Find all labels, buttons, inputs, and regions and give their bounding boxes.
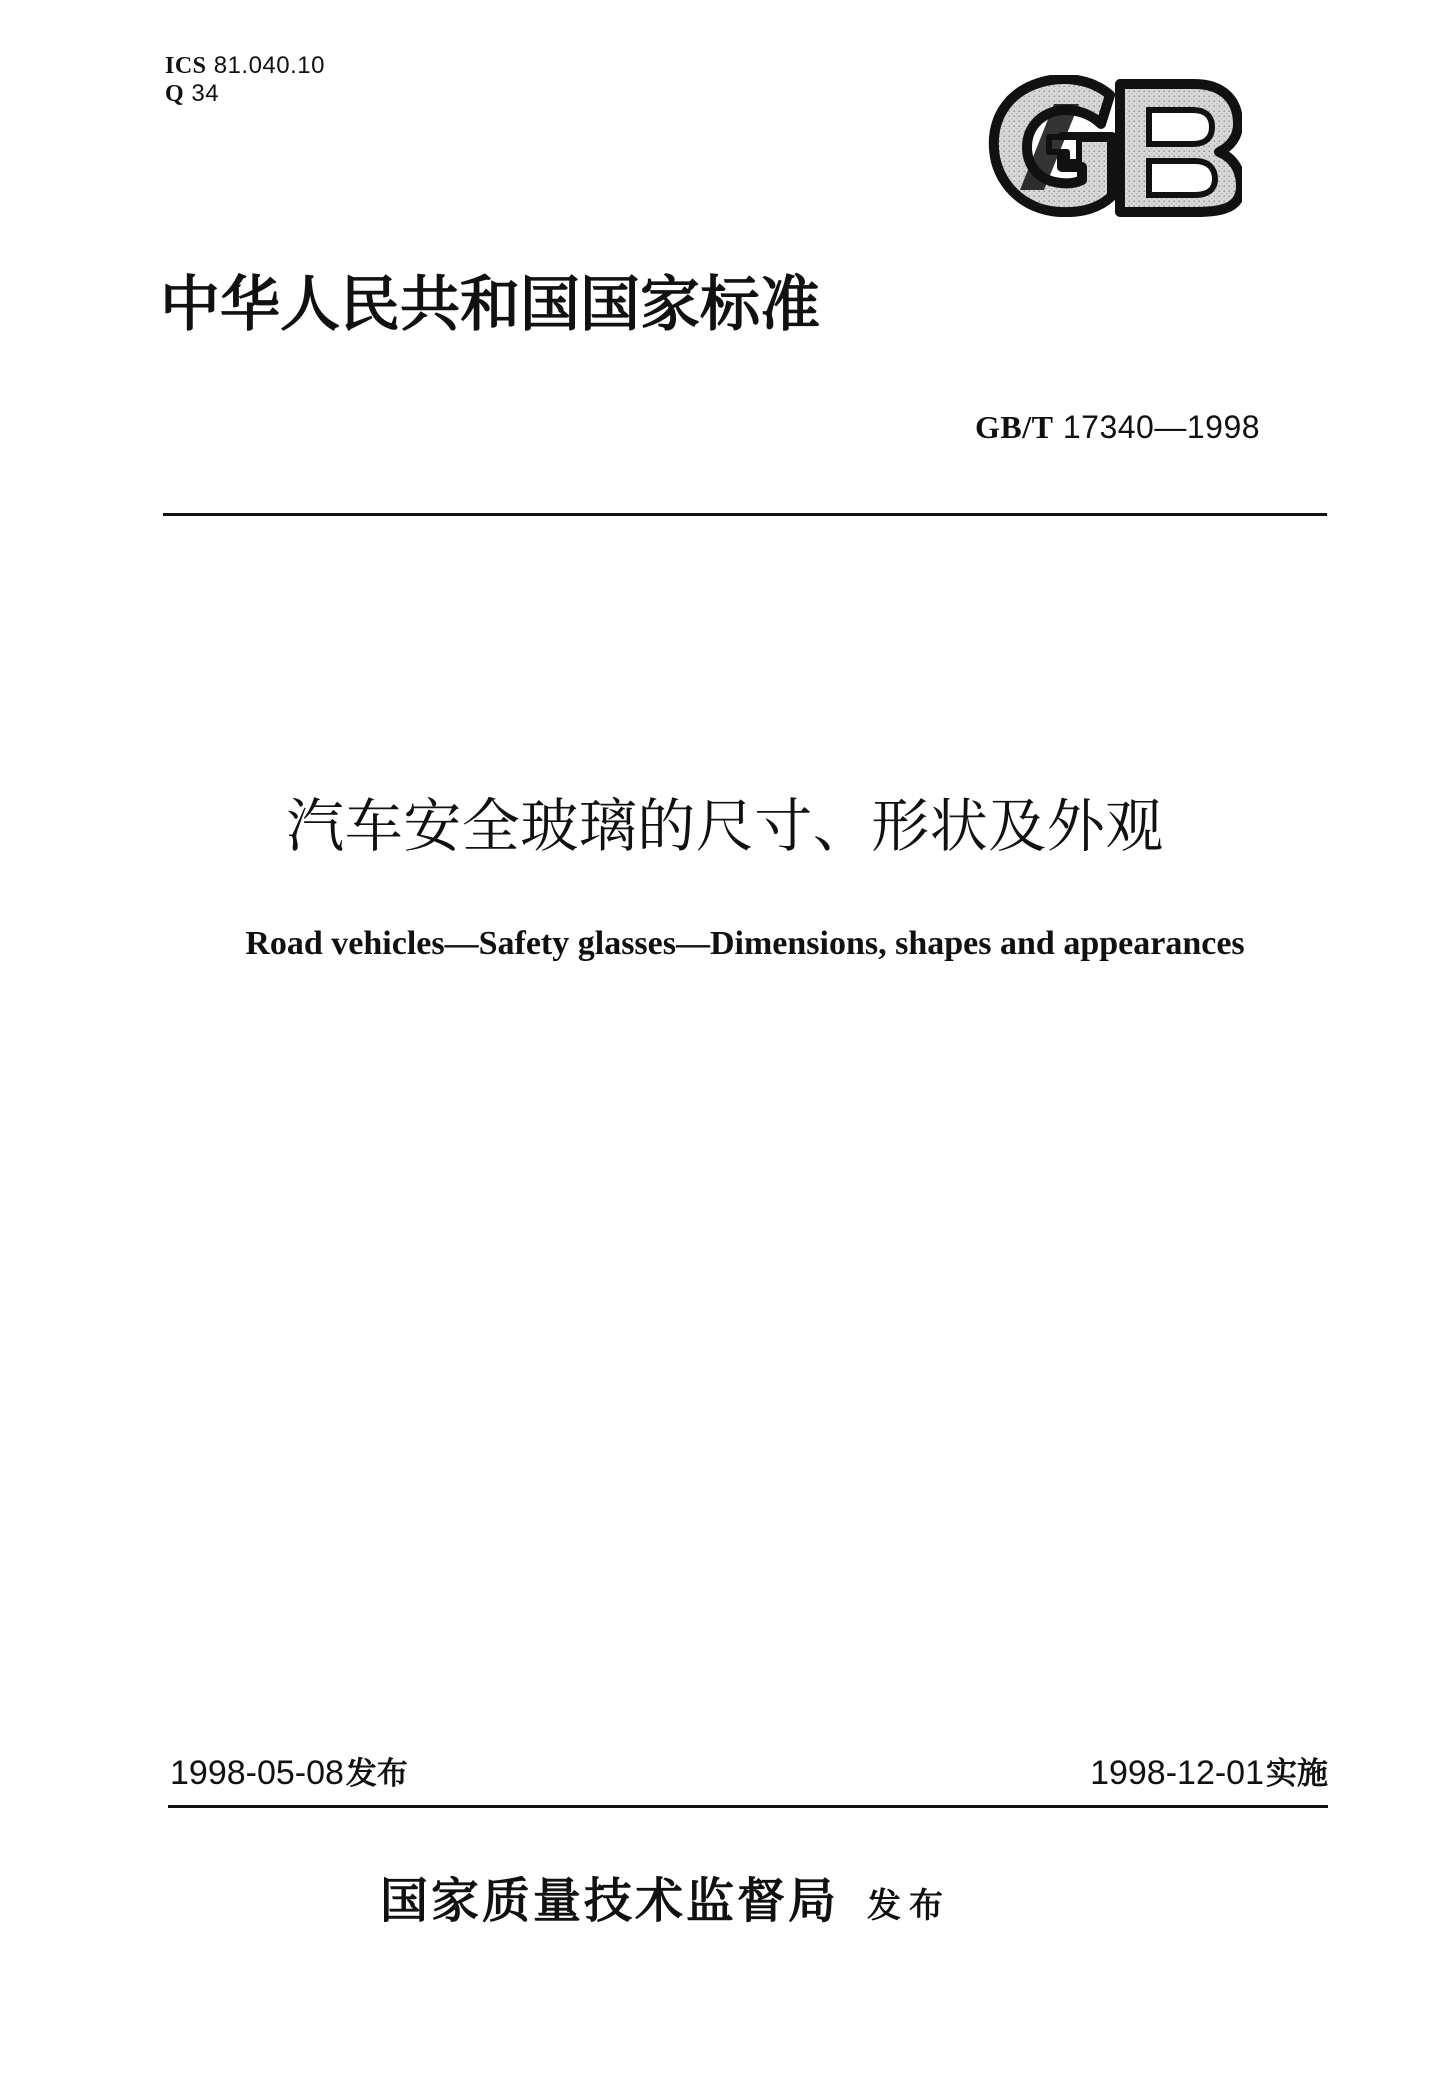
q-label: Q <box>165 81 185 107</box>
ics-line <box>165 52 325 80</box>
ics-code: 81.040.10 <box>213 52 325 79</box>
standard-number-code: 17340—1998 <box>1062 409 1261 445</box>
publisher-name: 国家质量技术监督局 <box>380 1873 840 1929</box>
gb-logo <box>988 75 1242 217</box>
release-date-label: 发布 <box>345 1756 408 1792</box>
implementation-date <box>1090 1752 1328 1795</box>
b-upper-cutout <box>1149 110 1212 144</box>
classification-codes <box>165 52 325 108</box>
gb-standard-logo-icon <box>988 75 1242 217</box>
ics-label: ICS <box>165 53 207 79</box>
standard-number-prefix: GB/T <box>975 409 1054 445</box>
implementation-date-label: 实施 <box>1266 1756 1328 1792</box>
q-code: 34 <box>191 80 220 107</box>
implementation-date-value: 1998-12-01 <box>1090 1754 1264 1792</box>
q-line <box>165 80 325 108</box>
chinese-title: 汽车安全玻璃的尺寸、形状及外观 <box>286 792 1164 860</box>
release-date-value: 1998-05-08 <box>170 1754 344 1792</box>
publisher-action: 发布 <box>867 1886 952 1926</box>
publisher-line <box>380 1870 1120 1937</box>
top-divider <box>163 513 1327 516</box>
bottom-divider <box>168 1805 1328 1808</box>
b-lower-cutout <box>1149 161 1215 195</box>
release-date <box>170 1752 408 1795</box>
english-title: Road vehicles—Safety glasses—Dimensions, shapes and appearances <box>245 925 1245 962</box>
national-standard-heading: 中华人民共和国国家标准 <box>160 270 820 340</box>
standard-number <box>975 407 1260 447</box>
